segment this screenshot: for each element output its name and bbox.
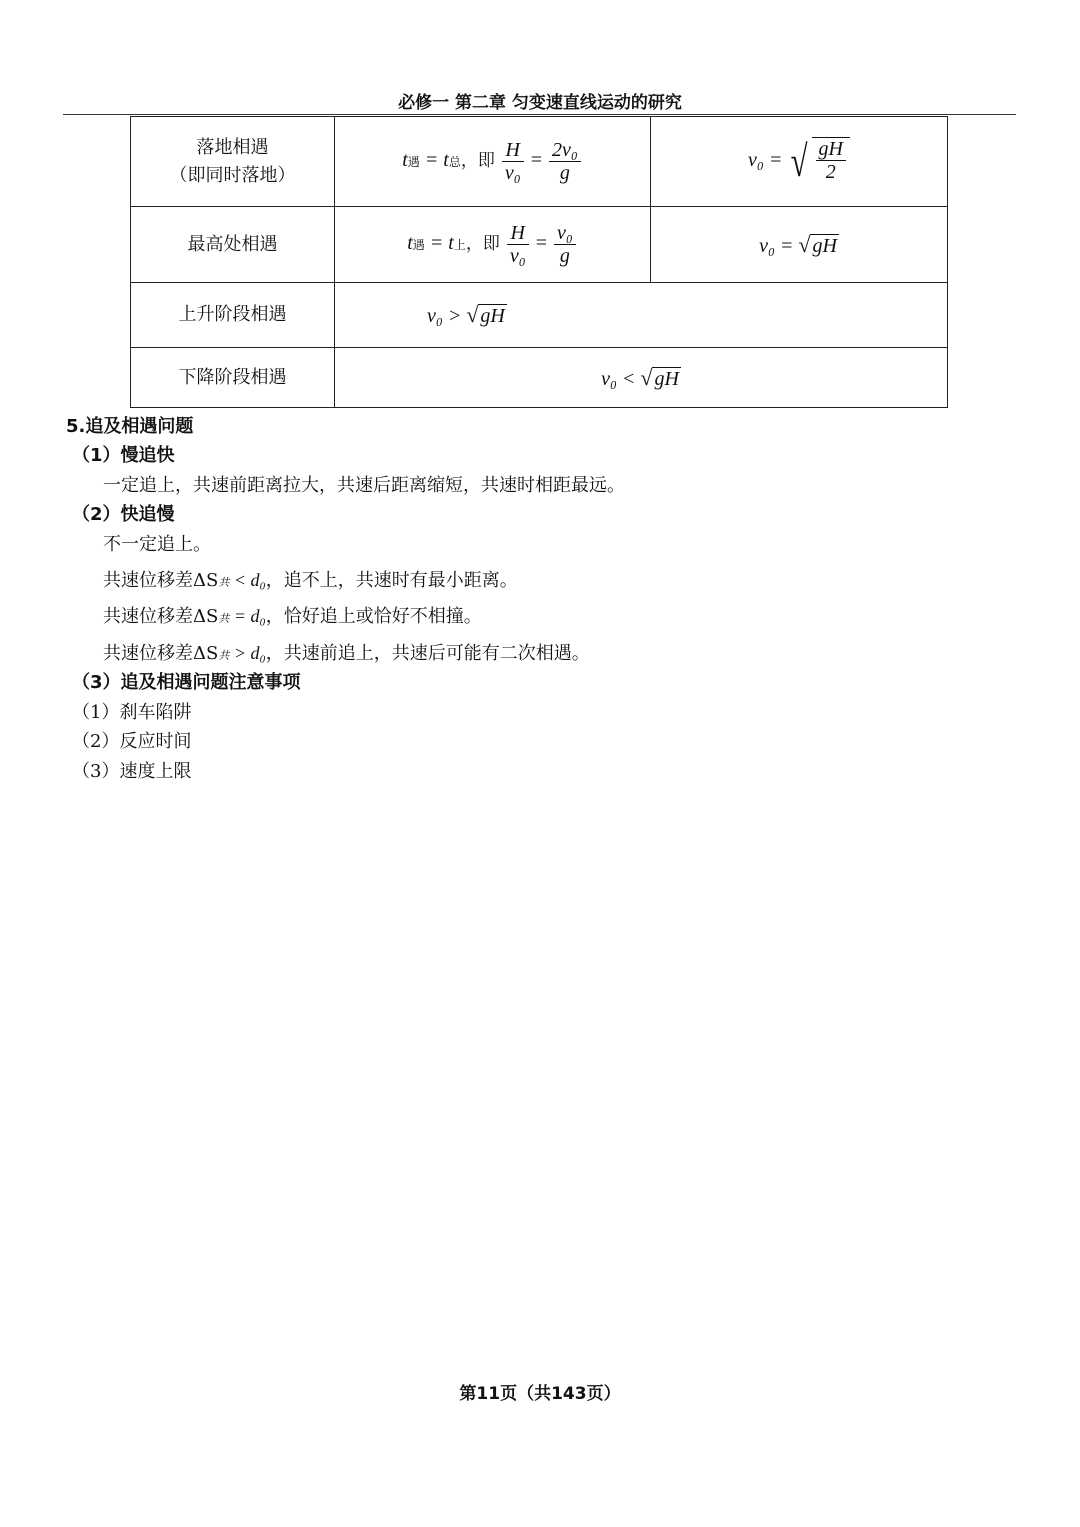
fraction: $\frac{\text{v₀}}{g}$ [554,222,576,267]
header-rule [63,114,1016,115]
row-label: 下降阶段相遇 [131,348,335,408]
table-row [131,348,948,408]
condition-cell [335,117,651,207]
condition-formula: v₀ < √ gH [601,364,679,390]
case-line: 共速位移差ΔS共 = d₀，恰好追上或恰好不相撞。 [103,606,482,627]
result-cell [651,207,948,283]
page-header: 必修一 第二章 匀变速直线运动的研究 [398,93,682,113]
case-line: 共速位移差ΔS共 > d₀，共速前追上，共速后可能有二次相遇。 [103,643,590,664]
section-title: 5.追及相遇问题 [66,416,194,437]
list-item: （1）刹车陷阱 [72,702,192,723]
row-label-line: 落地相遇 [196,136,269,158]
condition-cell [335,283,948,348]
sqrt: √ gH [798,231,837,257]
row-label-line: （即同时落地） [169,164,296,186]
subsection-title: （2）快追慢 [72,504,175,525]
subsection-title: （3）追及相遇问题注意事项 [72,672,301,693]
fraction: $\frac{\text{2v₀}}{g}$ [549,139,581,184]
row-label: 上升阶段相遇 [131,283,335,348]
result-formula: v₀ = √ gH [759,231,837,257]
result-cell [651,117,948,207]
condition-cell [335,348,948,408]
paragraph: 不一定追上。 [103,534,211,555]
result-formula: v₀ = √ $\frac{gH}{2}$ [748,149,850,171]
page-number: 第11页（共143页） [459,1384,621,1404]
fraction: $\frac{H}{\text{v₀}}$ [507,222,529,267]
condition-formula: t遇 = t上，即 $\frac{H}{\text{v₀}}$ = $\frac{\text{v₀}}{g}$ [407,232,578,254]
sqrt: √ $\frac{gH}{2}$ [787,137,850,187]
table-row [131,283,948,348]
sqrt: √ gH [466,302,505,327]
list-item: （2）反应时间 [72,731,192,752]
row-label: 最高处相遇 [131,207,335,283]
table-row [131,117,948,207]
condition-cell [335,207,651,283]
paragraph: 一定追上，共速前距离拉大，共速后距离缩短，共速时相距最远。 [103,475,625,496]
case-line: 共速位移差ΔS共 < d₀，追不上，共速时有最小距离。 [103,570,518,591]
sqrt: √ gH [640,364,679,390]
condition-formula: t遇 = t总，即 $\frac{H}{\text{v₀}}$ = $\frac{\text{2v₀}}{g}$ [402,149,583,171]
condition-formula: v₀ > √ gH [427,302,505,327]
row-label [131,117,335,207]
table-row [131,207,948,283]
list-item: （3）速度上限 [72,761,192,782]
fraction: $\frac{H}{\text{v₀}}$ [502,139,524,184]
subsection-title: （1）慢追快 [72,445,175,466]
meeting-cases-table [130,116,948,408]
